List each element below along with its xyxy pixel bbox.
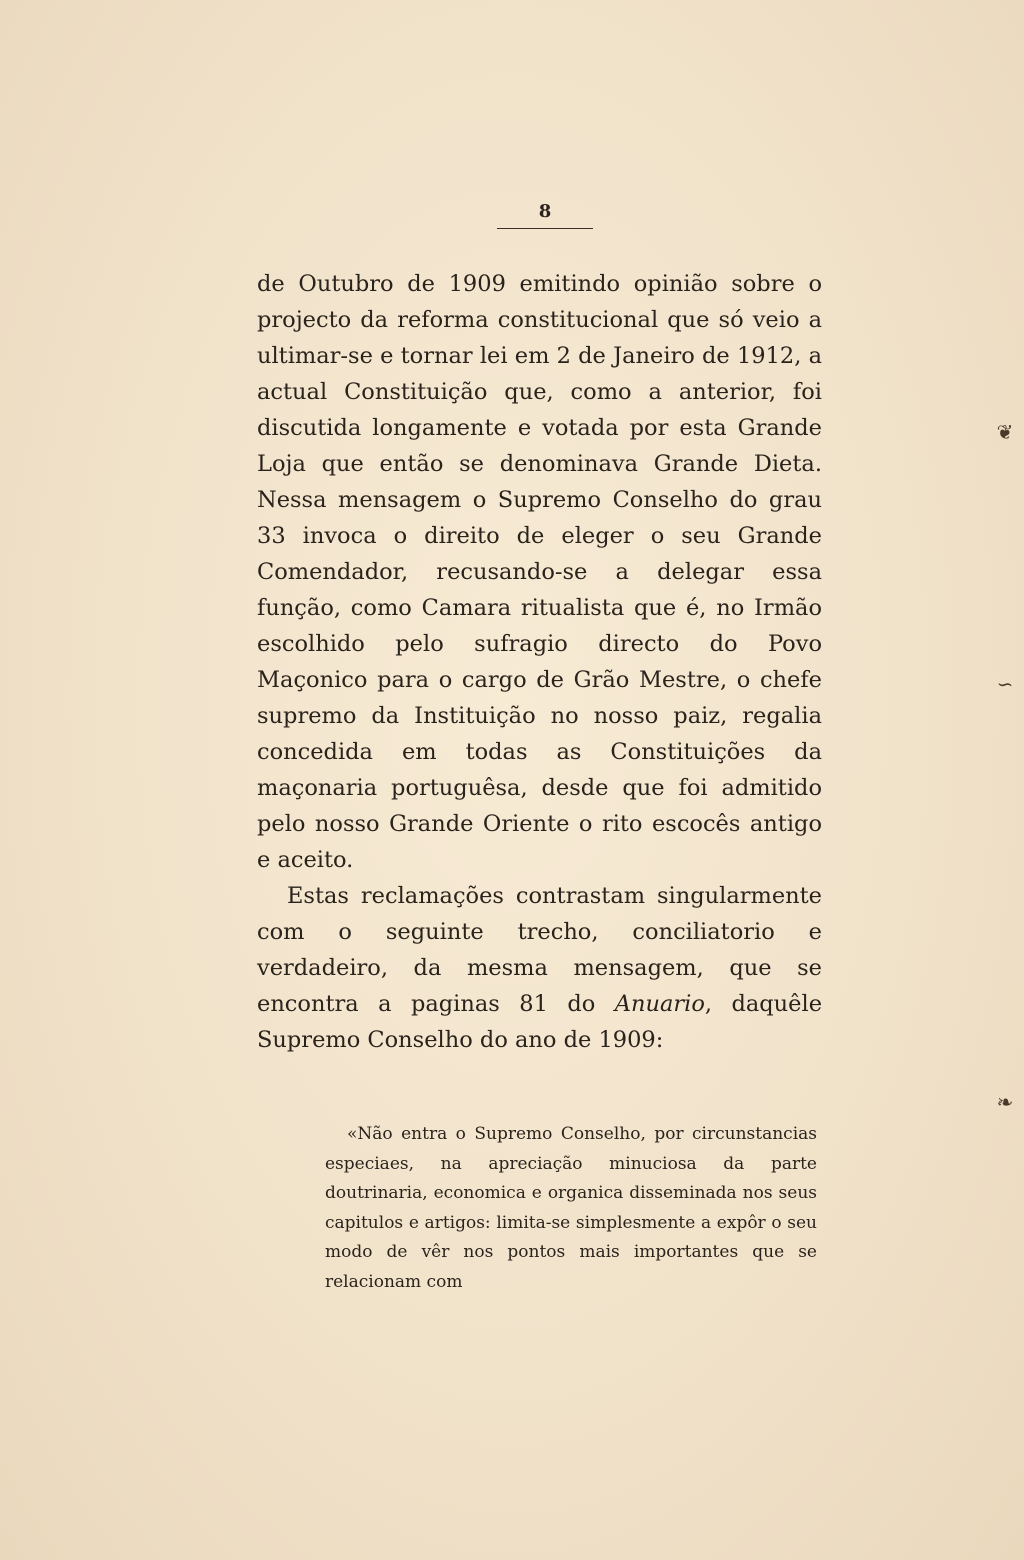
quote-text: «Não entra o Supremo Conselho, por circunstancias especiaes, na apreciação minuciosa da parte doutrinaria, economica e organica disseminada nos seus capitulos e artigos: limita-se simplesmente a expôr o seu modo de vêr nos pontos mais importantes que se relacionam com (325, 1124, 817, 1292)
margin-mark-bottom-icon: ❧ (996, 1090, 1014, 1114)
paragraph-2-text-end: , daquêle Supremo Conselho do ano de 1909: (257, 991, 823, 1053)
paragraph-2 (257, 878, 822, 1058)
header-rule (497, 228, 593, 229)
margin-mark-middle-icon: ∽ (996, 672, 1014, 696)
body-text (257, 266, 822, 1058)
page-number: 8 (538, 201, 552, 222)
anuario-title: Anuario (614, 991, 705, 1017)
page-header (497, 200, 593, 229)
paragraph-1: de Outubro de 1909 emitindo opinião sobre o projecto da reforma constitucional que só veio a ultimar-se e tornar lei em 2 de Janeiro de 1912, a actual Constituição que, como a anterior, foi discutida longamente e votada por esta Grande Loja que então se denominava Grande Dieta. Nessa mensagem o Supremo Conselho do grau 33 invoca o direito de eleger o seu Grande Comendador, recusando-se a delegar essa função, como Camara ritualista que é, no Irmão escolhido pelo sufragio directo do Povo Maçonico para o cargo de Grão Mestre, o chefe supremo da Instituição no nosso paiz, regalia concedida em todas as Constituições da maçonaria portuguêsa, desde que foi admitido pelo nosso Grande Oriente o rito escocês antigo e aceito. (257, 271, 822, 873)
paragraph-2-text-start: Estas reclamações contrastam singularmente com o seguinte trecho, conciliatorio e verdadeiro, da mesma mensagem, que se encontra a paginas 81 do (257, 883, 822, 1017)
block-quote (325, 1120, 817, 1297)
margin-mark-top-icon: ❦ (996, 420, 1014, 444)
